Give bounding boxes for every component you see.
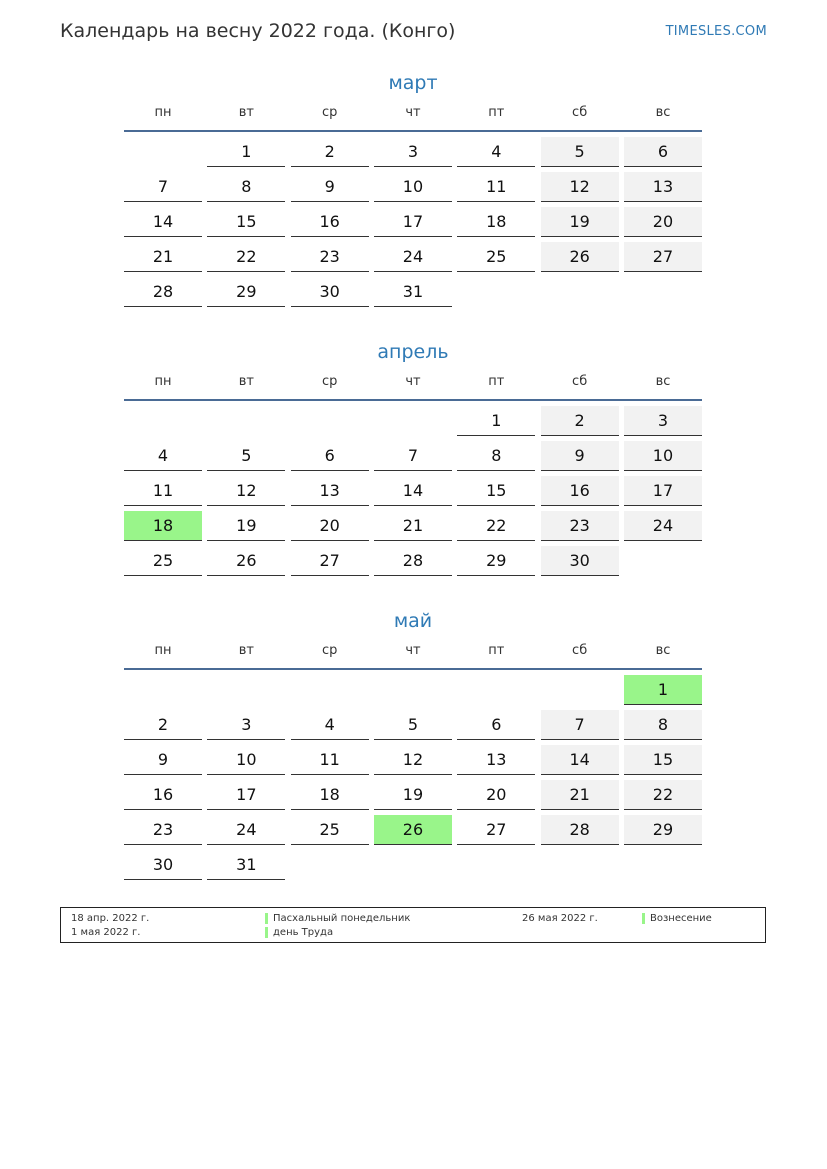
day-cell: 28	[541, 815, 619, 845]
day-cell: 8	[624, 710, 702, 740]
empty-cell	[207, 406, 285, 436]
day-cell: 7	[541, 710, 619, 740]
empty-cell	[124, 675, 202, 705]
day-grid	[124, 137, 702, 307]
day-cell: 22	[624, 780, 702, 810]
day-cell: 20	[624, 207, 702, 237]
empty-cell	[374, 406, 452, 436]
day-cell: 12	[374, 745, 452, 775]
day-cell: 20	[291, 511, 369, 541]
legend-date: 1 мая 2022 г.	[71, 927, 141, 938]
day-cell: 27	[457, 815, 535, 845]
day-cell: 24	[374, 242, 452, 272]
day-cell: 25	[124, 546, 202, 576]
legend-holiday-name: Вознесение	[650, 913, 712, 924]
day-cell: 31	[207, 850, 285, 880]
empty-cell	[457, 675, 535, 705]
day-grid	[124, 406, 702, 576]
weekday-label: вс	[655, 105, 671, 120]
day-cell: 6	[291, 441, 369, 471]
day-cell: 24	[207, 815, 285, 845]
day-cell: 12	[541, 172, 619, 202]
day-cell: 26	[207, 546, 285, 576]
weekday-label: пт	[488, 105, 505, 120]
page-title: Календарь на весну 2022 года. (Конго)	[60, 20, 456, 42]
month-april	[124, 337, 702, 576]
day-cell: 19	[541, 207, 619, 237]
day-cell: 28	[124, 277, 202, 307]
empty-cell	[541, 675, 619, 705]
day-cell: 1	[457, 406, 535, 436]
day-cell: 15	[624, 745, 702, 775]
day-cell: 23	[124, 815, 202, 845]
day-cell: 13	[624, 172, 702, 202]
weekday-label: пн	[154, 105, 172, 120]
day-cell: 9	[124, 745, 202, 775]
month-title: апрель	[377, 341, 449, 363]
day-cell: 7	[124, 172, 202, 202]
day-cell: 13	[457, 745, 535, 775]
day-cell: 3	[624, 406, 702, 436]
day-cell: 22	[457, 511, 535, 541]
day-cell: 22	[207, 242, 285, 272]
weekday-label: чт	[405, 105, 421, 120]
weekday-label: вс	[655, 643, 671, 658]
day-cell: 2	[541, 406, 619, 436]
holiday-color-marker	[265, 913, 268, 924]
day-cell: 5	[541, 137, 619, 167]
day-cell: 29	[207, 277, 285, 307]
day-cell: 26	[541, 242, 619, 272]
weekday-label: пт	[488, 374, 505, 389]
day-cell: 2	[291, 137, 369, 167]
day-cell: 11	[291, 745, 369, 775]
day-cell: 16	[541, 476, 619, 506]
weekday-header	[124, 104, 702, 132]
day-cell: 27	[291, 546, 369, 576]
month-title: май	[393, 610, 433, 632]
day-cell: 4	[457, 137, 535, 167]
day-cell: 5	[374, 710, 452, 740]
day-cell: 25	[457, 242, 535, 272]
day-cell: 19	[207, 511, 285, 541]
weekday-header	[124, 373, 702, 401]
day-cell: 7	[374, 441, 452, 471]
day-cell: 14	[541, 745, 619, 775]
day-cell: 17	[207, 780, 285, 810]
day-cell: 6	[624, 137, 702, 167]
weekday-label: вт	[238, 105, 254, 120]
holiday-color-marker	[265, 927, 268, 938]
day-cell: 30	[124, 850, 202, 880]
empty-cell	[291, 406, 369, 436]
day-cell: 30	[291, 277, 369, 307]
day-cell: 4	[124, 441, 202, 471]
day-cell: 9	[541, 441, 619, 471]
day-cell: 23	[291, 242, 369, 272]
weekday-label: вт	[238, 374, 254, 389]
empty-cell	[207, 675, 285, 705]
day-cell: 12	[207, 476, 285, 506]
day-cell: 10	[374, 172, 452, 202]
holiday-day-cell: 26	[374, 815, 452, 845]
legend-date: 26 мая 2022 г.	[522, 913, 598, 924]
weekday-label: чт	[405, 374, 421, 389]
month-title: март	[388, 72, 438, 94]
weekday-label: ср	[321, 643, 338, 658]
day-cell: 17	[374, 207, 452, 237]
day-cell: 13	[291, 476, 369, 506]
empty-cell	[124, 137, 202, 167]
weekday-header	[124, 642, 702, 670]
day-cell: 29	[624, 815, 702, 845]
weekday-label: вс	[655, 374, 671, 389]
day-cell: 14	[124, 207, 202, 237]
day-cell: 28	[374, 546, 452, 576]
day-cell: 5	[207, 441, 285, 471]
day-cell: 14	[374, 476, 452, 506]
empty-cell	[374, 675, 452, 705]
brand-link[interactable]: TIMESLES.COM	[665, 24, 767, 39]
day-cell: 21	[124, 242, 202, 272]
empty-cell	[124, 406, 202, 436]
day-cell: 20	[457, 780, 535, 810]
day-cell: 24	[624, 511, 702, 541]
day-cell: 6	[457, 710, 535, 740]
day-cell: 3	[207, 710, 285, 740]
weekday-label: чт	[405, 643, 421, 658]
day-cell: 11	[124, 476, 202, 506]
weekday-label: сб	[572, 643, 588, 658]
day-cell: 10	[207, 745, 285, 775]
day-cell: 23	[541, 511, 619, 541]
day-cell: 11	[457, 172, 535, 202]
weekday-label: сб	[572, 105, 588, 120]
holiday-day-cell: 18	[124, 511, 202, 541]
weekday-label: ср	[321, 105, 338, 120]
day-cell: 16	[124, 780, 202, 810]
day-cell: 2	[124, 710, 202, 740]
day-cell: 21	[374, 511, 452, 541]
day-cell: 18	[457, 207, 535, 237]
day-cell: 3	[374, 137, 452, 167]
day-cell: 25	[291, 815, 369, 845]
day-cell: 15	[207, 207, 285, 237]
empty-cell	[291, 675, 369, 705]
day-cell: 4	[291, 710, 369, 740]
day-cell: 19	[374, 780, 452, 810]
day-cell: 8	[207, 172, 285, 202]
weekday-label: пт	[488, 643, 505, 658]
day-cell: 17	[624, 476, 702, 506]
day-cell: 8	[457, 441, 535, 471]
month-march	[124, 68, 702, 307]
weekday-label: сб	[572, 374, 588, 389]
day-cell: 29	[457, 546, 535, 576]
legend-holiday-name: Пасхальный понедельник	[273, 913, 411, 924]
day-cell: 1	[207, 137, 285, 167]
day-cell: 9	[291, 172, 369, 202]
legend-holiday-name: день Труда	[273, 927, 334, 938]
day-cell: 15	[457, 476, 535, 506]
holiday-color-marker	[642, 913, 645, 924]
holiday-legend	[60, 907, 766, 943]
day-grid	[124, 675, 702, 880]
day-cell: 30	[541, 546, 619, 576]
day-cell: 31	[374, 277, 452, 307]
legend-date: 18 апр. 2022 г.	[71, 913, 150, 924]
day-cell: 18	[291, 780, 369, 810]
weekday-label: вт	[238, 643, 254, 658]
day-cell: 10	[624, 441, 702, 471]
day-cell: 27	[624, 242, 702, 272]
month-may	[124, 606, 702, 880]
holiday-day-cell: 1	[624, 675, 702, 705]
weekday-label: пн	[154, 643, 172, 658]
weekday-label: пн	[154, 374, 172, 389]
weekday-label: ср	[321, 374, 338, 389]
day-cell: 21	[541, 780, 619, 810]
day-cell: 16	[291, 207, 369, 237]
